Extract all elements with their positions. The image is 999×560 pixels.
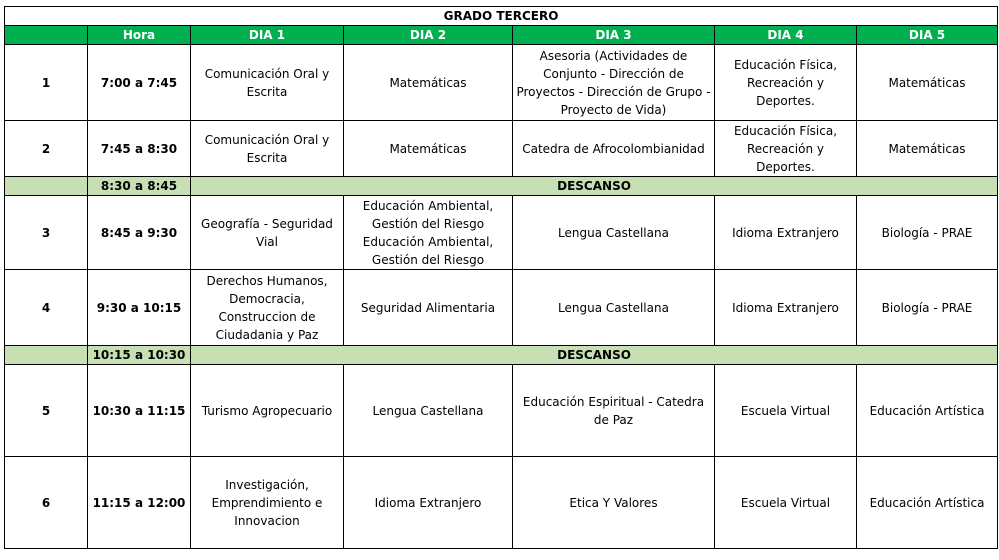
title-row [5, 7, 998, 26]
subject-cell-dia-2: Seguridad Alimentaria [344, 270, 513, 346]
period-time: 9:30 a 10:15 [88, 270, 191, 346]
subject-cell-dia-4: Idioma Extranjero [715, 196, 857, 270]
subject-cell-dia-2: Matemáticas [344, 45, 513, 121]
schedule-table [4, 6, 998, 549]
period-number: 3 [5, 196, 88, 270]
break-row [5, 346, 998, 365]
period-number: 4 [5, 270, 88, 346]
subject-cell-dia-1: Geografía - Seguridad Vial [191, 196, 344, 270]
subject-cell-dia-1: Turismo Agropecuario [191, 365, 344, 457]
table-title: GRADO TERCERO [5, 7, 998, 26]
subject-cell-dia-2: Lengua Castellana [344, 365, 513, 457]
period-number: 2 [5, 121, 88, 177]
subject-cell-dia-5: Matemáticas [857, 121, 998, 177]
subject-cell-dia-4: Escuela Virtual [715, 457, 857, 549]
subject-cell-dia-5: Matemáticas [857, 45, 998, 121]
header-cell: DIA 1 [191, 26, 344, 45]
break-empty-cell [5, 177, 88, 196]
subject-cell-dia-2: Matemáticas [344, 121, 513, 177]
subject-cell-dia-1: Comunicación Oral y Escrita [191, 121, 344, 177]
table-row [5, 121, 998, 177]
subject-cell-dia-5: Biología - PRAE [857, 270, 998, 346]
period-time: 10:30 a 11:15 [88, 365, 191, 457]
subject-cell-dia-3: Etica Y Valores [513, 457, 715, 549]
subject-cell-dia-2: Educación Ambiental, Gestión del Riesgo Educación Ambiental, Gestión del Riesgo [344, 196, 513, 270]
period-time: 11:15 a 12:00 [88, 457, 191, 549]
period-number: 1 [5, 45, 88, 121]
table-row [5, 270, 998, 346]
subject-cell-dia-3: Educación Espiritual - Catedra de Paz [513, 365, 715, 457]
subject-cell-dia-4: Educación Física, Recreación y Deportes. [715, 45, 857, 121]
period-number: 5 [5, 365, 88, 457]
header-cell [5, 26, 88, 45]
period-time: 7:00 a 7:45 [88, 45, 191, 121]
break-label: DESCANSO [191, 177, 998, 196]
break-time: 8:30 a 8:45 [88, 177, 191, 196]
subject-cell-dia-4: Educación Física, Recreación y Deportes. [715, 121, 857, 177]
header-cell: DIA 5 [857, 26, 998, 45]
subject-cell-dia-5: Educación Artística [857, 457, 998, 549]
period-time: 8:45 a 9:30 [88, 196, 191, 270]
subject-cell-dia-5: Biología - PRAE [857, 196, 998, 270]
subject-cell-dia-3: Catedra de Afrocolombianidad [513, 121, 715, 177]
subject-cell-dia-4: Escuela Virtual [715, 365, 857, 457]
break-time: 10:15 a 10:30 [88, 346, 191, 365]
subject-cell-dia-4: Idioma Extranjero [715, 270, 857, 346]
period-number: 6 [5, 457, 88, 549]
table-row [5, 457, 998, 549]
header-row [5, 26, 998, 45]
break-empty-cell [5, 346, 88, 365]
break-label: DESCANSO [191, 346, 998, 365]
break-row [5, 177, 998, 196]
subject-cell-dia-1: Investigación, Emprendimiento e Innovacion [191, 457, 344, 549]
header-cell: Hora [88, 26, 191, 45]
header-cell: DIA 2 [344, 26, 513, 45]
subject-cell-dia-3: Lengua Castellana [513, 196, 715, 270]
subject-cell-dia-3: Asesoria (Actividades de Conjunto - Dirección de Proyectos - Dirección de Grupo - Proyecto de Vida) [513, 45, 715, 121]
period-time: 7:45 a 8:30 [88, 121, 191, 177]
subject-cell-dia-1: Comunicación Oral y Escrita [191, 45, 344, 121]
subject-cell-dia-2: Idioma Extranjero [344, 457, 513, 549]
header-cell: DIA 4 [715, 26, 857, 45]
table-row [5, 196, 998, 270]
subject-cell-dia-5: Educación Artística [857, 365, 998, 457]
table-row [5, 45, 998, 121]
table-row [5, 365, 998, 457]
subject-cell-dia-3: Lengua Castellana [513, 270, 715, 346]
subject-cell-dia-1: Derechos Humanos, Democracia, Construccion de Ciudadania y Paz [191, 270, 344, 346]
header-cell: DIA 3 [513, 26, 715, 45]
